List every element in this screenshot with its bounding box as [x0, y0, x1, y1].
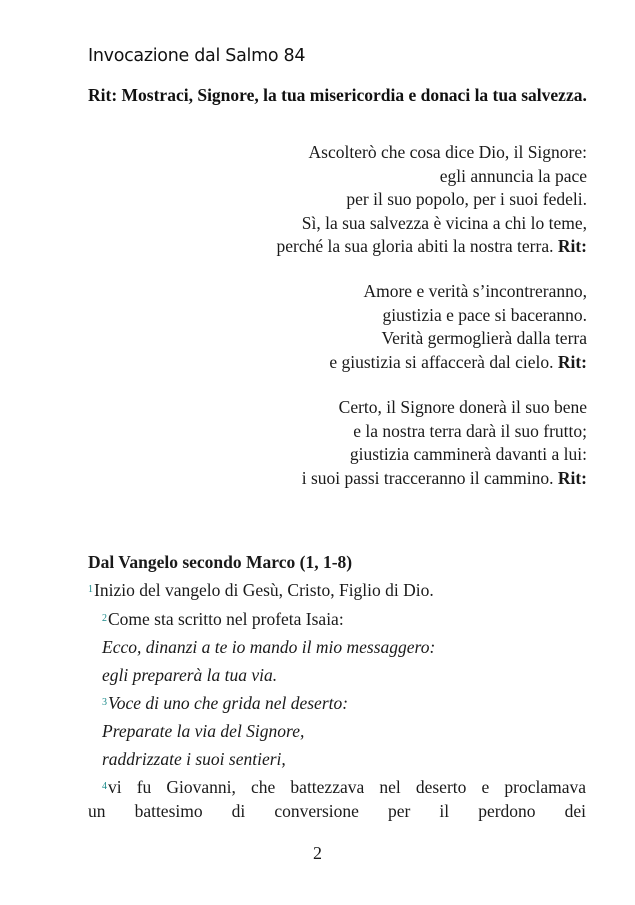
psalm-line [302, 467, 587, 491]
psalm-line-text: perché la sua gloria abiti la nostra terra. [276, 236, 554, 256]
rit-label: Rit: [557, 236, 587, 256]
psalm-line: egli annuncia la pace [439, 165, 587, 186]
gospel-text: Come sta scritto nel profeta Isaia: [108, 609, 344, 629]
psalm-line: e la nostra terra darà il suo frutto; [353, 420, 587, 441]
gospel-line: Preparate la via del Signore, [102, 721, 305, 741]
gospel-line: Ecco, dinanzi a te io mando il mio messaggero: [102, 637, 436, 657]
rit-label: Rit: [557, 351, 587, 372]
gospel-title: Dal Vangelo secondo Marco (1, 1-8) [88, 552, 353, 572]
gospel-line [102, 609, 344, 630]
psalm-line: Ascolterò che cosa dice Dio, il Signore: [308, 142, 587, 162]
psalm-line: giustizia e pace si baceranno. [382, 304, 587, 325]
psalm-line [277, 235, 588, 259]
rit-label: Rit: [557, 467, 587, 488]
psalm-stanza-3 [302, 396, 587, 490]
gospel-line: raddrizzate i suoi sentieri, [102, 749, 286, 769]
page-number: 2 [313, 843, 322, 863]
psalm-line: Certo, il Signore donerà il suo bene [338, 397, 587, 417]
gospel-line: un battesimo di conversione per il perdono dei [88, 801, 586, 821]
psalm-line: Amore e verità s’incontreranno, [363, 281, 587, 301]
psalm-line: Sì, la sua salvezza è vicina a chi lo teme, [301, 212, 587, 233]
gospel-line [88, 580, 434, 601]
gospel-line: egli preparerà la tua via. [102, 665, 278, 685]
psalm-line [329, 351, 587, 375]
verse-number: 4 [102, 781, 107, 792]
psalm-line: Verità germoglierà dalla terra [381, 328, 587, 348]
gospel-text: Voce di uno che grida nel deserto: [108, 693, 349, 713]
gospel-line [102, 693, 348, 714]
psalm-stanza-2 [329, 280, 587, 374]
psalm-line: per il suo popolo, per i suoi fedeli. [346, 189, 587, 209]
verse-number: 3 [102, 697, 107, 708]
psalm-title: Invocazione dal Salmo 84 [88, 46, 306, 66]
psalm-stanza-1 [277, 141, 588, 259]
psalm-line-text: i suoi passi tracceranno il cammino. [301, 467, 554, 488]
gospel-line [102, 777, 586, 798]
psalm-line: giustizia camminerà davanti a lui: [349, 444, 587, 464]
psalm-line-text: e giustizia si affaccerà dal cielo. [329, 351, 554, 372]
verse-number: 2 [102, 613, 107, 624]
verse-number: 1 [88, 584, 93, 595]
psalm-refrain: Rit: Mostraci, Signore, la tua misericordia e donaci la tua salvezza. [88, 85, 587, 105]
gospel-text: vi fu Giovanni, che battezzava nel deserto e proclamava [108, 777, 586, 797]
gospel-text: Inizio del vangelo di Gesù, Cristo, Figlio di Dio. [94, 580, 434, 600]
